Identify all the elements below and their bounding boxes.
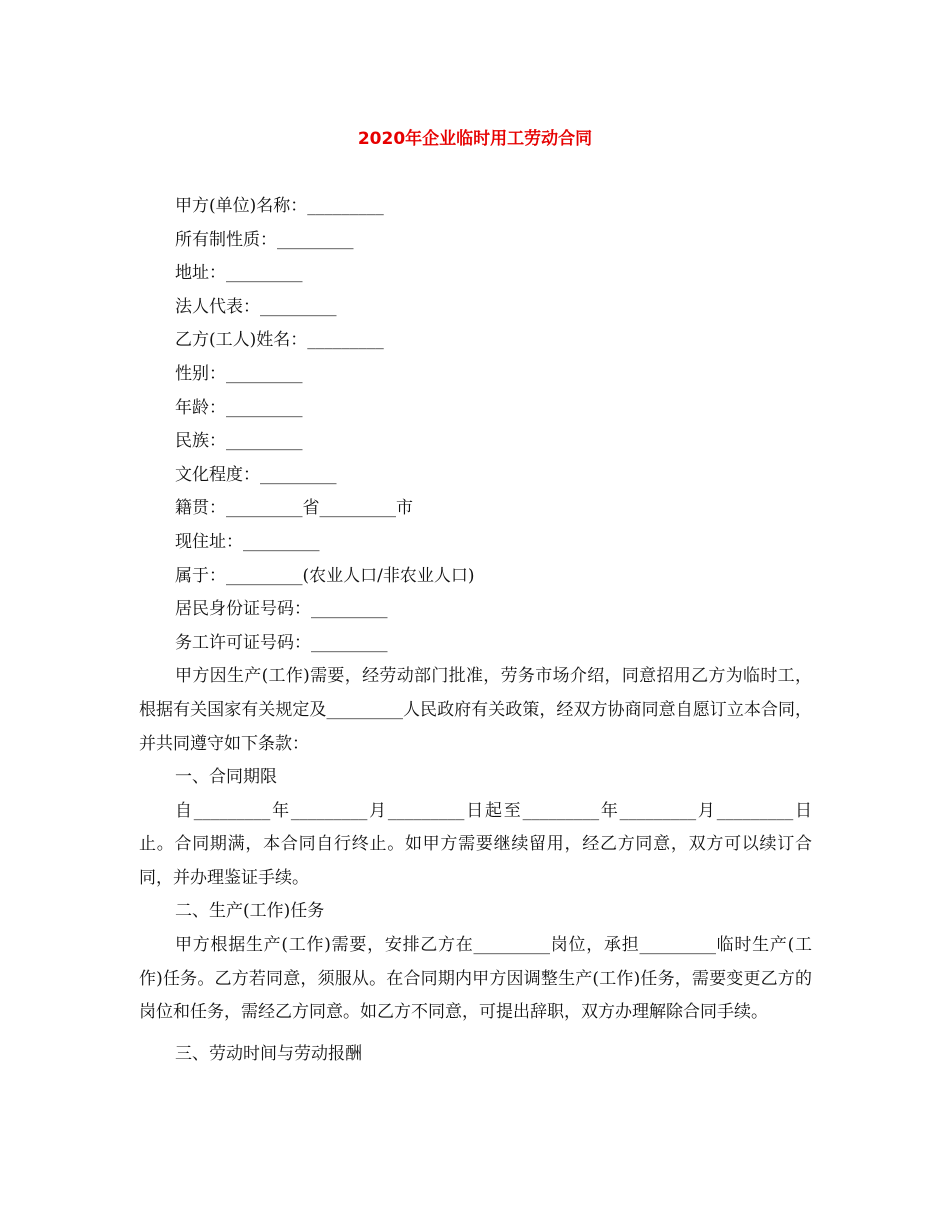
section-2-heading: 二、生产(工作)任务	[175, 901, 325, 922]
field-legal-rep: 法人代表：_________	[175, 296, 337, 317]
field-id-number: 居民身份证号码：_________	[175, 599, 388, 620]
intro-paragraph: 甲方因生产(工作)需要，经劳动部门批准，劳务市场介绍，同意招用乙方为临时工，根据有关国家有关规定及_________人民政府有关政策，经双方协商同意自愿订立本合同，并共同遵守如下条款：	[139, 666, 812, 754]
field-gender: 性别：_________	[175, 363, 303, 384]
document-title: 2020年企业临时用工劳动合同	[357, 129, 593, 149]
field-age: 年龄：_________	[175, 397, 303, 418]
field-education: 文化程度：_________	[175, 464, 337, 485]
section-2-paragraph: 甲方根据生产(工作)需要，安排乙方在_________岗位，承担_________临时生产(工作)任务。乙方若同意，须服从。在合同期内甲方因调整生产(工作)任务，需要变更乙方的岗位和任务，需经乙方同意。如乙方不同意，可提出辞职，双方办理解除合同手续。	[139, 935, 812, 1023]
field-household-type: 属于：_________(农业人口/非农业人口)	[175, 565, 475, 586]
field-work-permit: 务工许可证号码：_________	[175, 632, 388, 653]
field-address: 地址：_________	[175, 263, 303, 284]
field-ethnicity: 民族：_________	[175, 431, 303, 452]
field-current-address: 现住址：_________	[175, 531, 320, 552]
field-party-a-name: 甲方(单位)名称：_________	[175, 196, 384, 216]
document-body	[139, 190, 812, 1071]
field-ownership: 所有制性质：_________	[175, 229, 354, 250]
section-1-heading: 一、合同期限	[175, 767, 277, 788]
field-native-place: 籍贯：_________省_________市	[175, 498, 413, 519]
field-party-b-name: 乙方(工人)姓名：_________	[175, 330, 384, 351]
section-3-heading: 三、劳动时间与劳动报酬	[175, 1043, 362, 1064]
section-1-paragraph: 自_________年_________月_________日起至_________年_________月_________日止。合同期满，本合同自行终止。如甲方需要继续留用，经乙方同意，双方可以续订合同，并办理鉴证手续。	[139, 800, 812, 888]
